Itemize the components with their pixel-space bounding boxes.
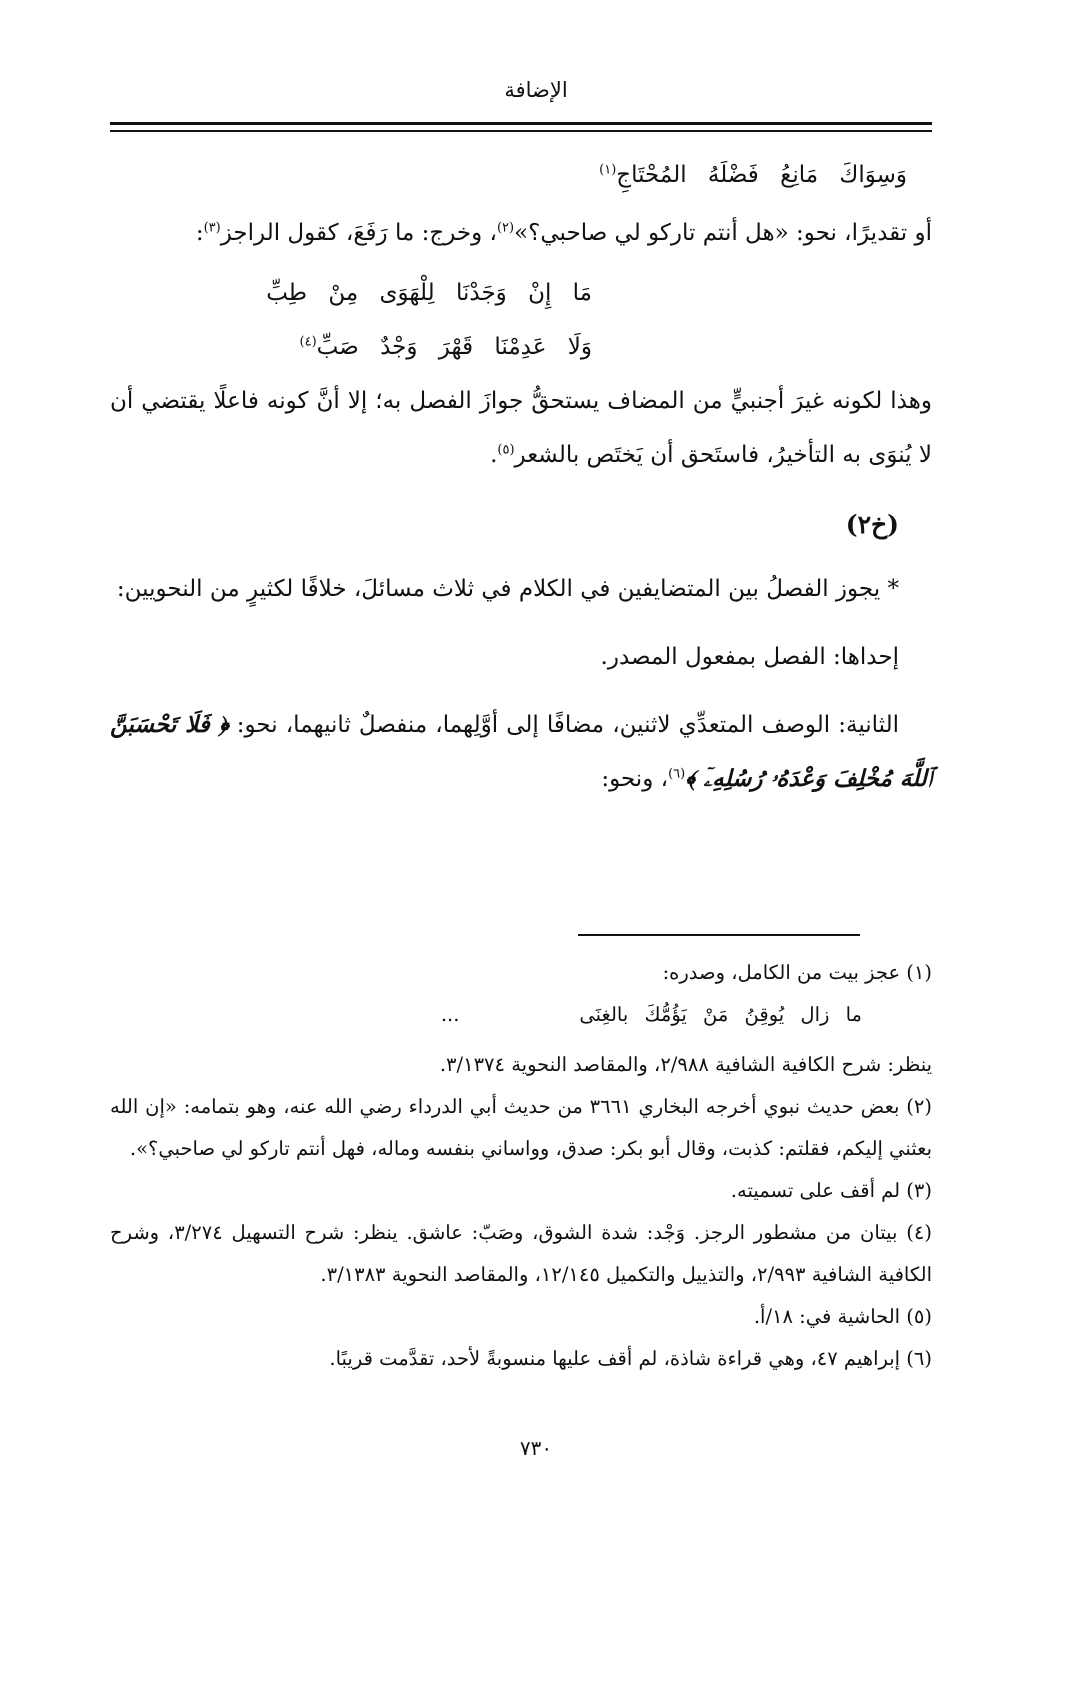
footnote-ref-4: (٤) bbox=[299, 334, 317, 350]
poetry-verse-1 bbox=[110, 148, 932, 202]
footnote-ref-1: (١) bbox=[599, 162, 617, 178]
rajaz-line-1: مَا إِنْ وَجَدْنَا لِلْهَوَى مِنْ طِبِّ bbox=[266, 280, 592, 306]
verse-text: وَسِوَاكَ مَانِعُ فَضْلَهُ المُحْتَاجِ bbox=[616, 162, 907, 188]
paragraph-2 bbox=[110, 374, 932, 482]
paragraph-3: * يجوز الفصلُ بين المتضايفين في الكلام في ثلاث مسائلَ، خلافًا لكثيرٍ من النحويين: bbox=[116, 576, 899, 602]
footnote-4: (٤) بيتان من مشطور الرجز. وَجْد: شدة الشوق، وصَبّ: عاشق. ينظر: شرح التسهيل ٣/٢٧٤، وشرح الكافية الشافية ٢/٩٩٣، والتذييل والتكميل ١٢/١٤٥، والمقاصد النحوية ٣/١٣٨٣. bbox=[110, 1221, 932, 1286]
footnote-ref-2: (٢) bbox=[496, 220, 515, 236]
footnote-6: (٦) إبراهيم ٤٧، وهي قراءة شاذة، لم أقف عليها منسوبةً لأحد، تقدَّمت قريبًا. bbox=[329, 1347, 932, 1370]
footnote-1: (١) عجز بيت من الكامل، وصدره: bbox=[662, 961, 932, 984]
footnotes bbox=[110, 952, 932, 1380]
header-rule-thin bbox=[110, 130, 932, 132]
paragraph-text: . bbox=[490, 442, 498, 468]
paragraph-text: : bbox=[195, 220, 204, 246]
paragraph-text: أو تقديرًا، نحو: «هل أنتم تاركو لي صاحبي؟» bbox=[514, 220, 932, 246]
paragraph-text: وهذا لكونه غيرَ أجنبيٍّ من المضاف يستحقُّ جوازَ الفصل به؛ إلا أنَّ كونه فاعلًا يقتضي أن لا يُنوَى به التأخيرُ، فاستَحق أن يَختَص بالشعر bbox=[110, 388, 932, 468]
main-text bbox=[110, 148, 932, 806]
rajaz-line-2 bbox=[110, 320, 932, 374]
footnote-2: (٢) بعض حديث نبوي أخرجه البخاري ٣٦٦١ من حديث أبي الدرداء رضي الله عنه، وهو بتمامه: «إن الله بعثني إليكم، فقلتم: كذبت، وقال أبو بكر: صدق، وواساني بنفسه وماله، فهل أنتم تاركو لي صاحبي؟». bbox=[110, 1095, 932, 1160]
running-title: الإضافة bbox=[504, 78, 568, 102]
paragraph-text: ، وخرج: ما رَفَعَ، كقول الراجز bbox=[220, 220, 497, 246]
footnote-ref-3: (٣) bbox=[203, 220, 221, 236]
paragraph-4: إحداها: الفصل بمفعول المصدر. bbox=[600, 644, 899, 670]
paragraph-5 bbox=[110, 698, 932, 806]
footnote-5: (٥) الحاشية في: ١٨/أ. bbox=[753, 1305, 932, 1328]
footnote-1-verse bbox=[110, 994, 932, 1036]
footnote-ref-6: (٦) bbox=[668, 766, 686, 782]
paragraph-text: الثانية: الوصف المتعدِّي لاثنين، مضافًا إلى أوَّلِهما، منفصلٌ ثانيهما، نحو: bbox=[228, 712, 900, 738]
paragraph-1 bbox=[110, 206, 932, 260]
footnote-ref-5: (٥) bbox=[497, 442, 515, 458]
header-rule-thick bbox=[110, 122, 932, 125]
section-heading: (خ٢) bbox=[845, 510, 899, 539]
footnote-3: (٣) لم أقف على تسميته. bbox=[730, 1179, 932, 1202]
rajaz-text: وَلَا عَدِمْنَا قَهْرَ وَجْدٌ صَبِّ bbox=[316, 334, 592, 360]
page-number: ٧٣٠ bbox=[519, 1436, 553, 1460]
footnote-1-reference: ينظر: شرح الكافية الشافية ٢/٩٨٨، والمقاصد النحوية ٣/١٣٧٤. bbox=[439, 1053, 932, 1076]
verse-text: ما زال يُوقِنُ مَنْ يَؤُمُّكَ بالغِنَى bbox=[579, 1003, 862, 1026]
footnote-separator bbox=[578, 934, 860, 936]
paragraph-text: ، ونحو: bbox=[601, 766, 669, 792]
ellipsis: ... bbox=[440, 1003, 460, 1026]
quran-verse: ﴿ فَلَا تَحْسَبَنَّ ٱللَّهَ مُخْلِفَ وَعْدَهُۥ رُسُلِهِۦٓ ﴾ bbox=[110, 711, 932, 792]
